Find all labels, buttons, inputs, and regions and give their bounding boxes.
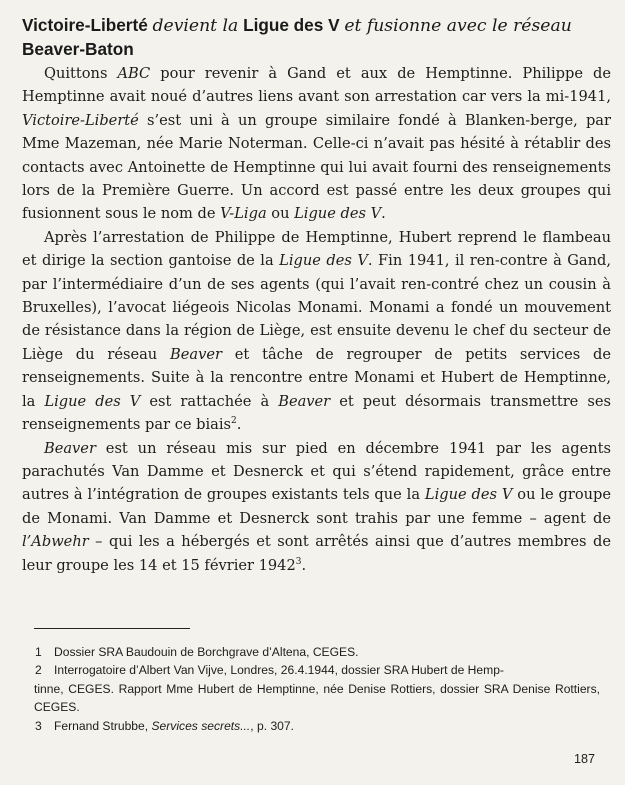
- footnote-number: 1: [35, 645, 42, 659]
- footnote-number: 2: [35, 663, 42, 678]
- section-heading: [22, 14, 612, 61]
- paragraph: [22, 226, 611, 437]
- text-run: Ligue des V: [44, 392, 141, 410]
- text-run: est un réseau mis sur pied en décembre 1941 par les agents parachutés Van Damme et Desnerck et qui s’étend rapidement, grâce entre autres à l’intégration de groupes existants tels que la: [22, 439, 611, 504]
- text-run: Après l’arrestation de Philippe de Hemptinne, Hubert reprend le flambeau et dirige la section gantoise de la: [22, 228, 611, 270]
- text-run: . Fin 1941, il ren-contre à Gand, par l’intermédiaire d’un de ses agents (qui l’avait ren-contré chez un cousin à Bruxelles), l’avocat liégeois Nicolas Monami. Monami a fondé un mouvement de résistance dans la région de Liège, est ensuite devenu le chef du secteur de Liège du réseau: [22, 252, 611, 363]
- text-run: Ligue des V: [424, 486, 513, 504]
- text-run: Victoire-Liberté: [22, 111, 139, 129]
- footnote: [34, 661, 600, 716]
- footnote-text: Services secrets...: [151, 718, 251, 733]
- text-run: ou le groupe de Monami. Van Damme et Desnerck sont trahis par une femme – agent de: [22, 486, 612, 527]
- text-run: l’Abwehr: [22, 533, 89, 551]
- text-run: .: [236, 416, 242, 434]
- heading-part: Ligue des V: [243, 15, 340, 35]
- text-run: et tâche de regrouper de petits services de renseignements. Suite à la rencontre entre Monami et Hubert de Hemptinne, la: [22, 345, 611, 410]
- footnote-ref[interactable]: 2: [231, 416, 237, 427]
- footnotes: [34, 643, 600, 735]
- text-run: Beaver: [44, 439, 96, 457]
- text-run: Beaver: [278, 392, 331, 410]
- footnote: [34, 643, 600, 661]
- text-run: s’est uni à un groupe similaire fondé à Blanken-berge, par Mme Mazeman, née Marie Noterman. Celle-ci n’avait pas hésité à rétablir des contacts avec Antoinette de Hemptinne qui lui avait fourni des renseignements lors de la Première Guerre. Un accord est passé entre les deux groupes qui fusionnent sous le nom de: [22, 111, 611, 223]
- text-run: Ligue des V: [279, 252, 368, 270]
- page-number: 187: [574, 752, 596, 766]
- text-run: et peut désormais transmettre ses renseignements par ce biais: [22, 392, 611, 434]
- text-run: ABC: [117, 65, 151, 82]
- heading-part: et fusionne avec le réseau: [344, 16, 572, 36]
- text-run: – qui les a hébergés et sont arrêtés ainsi que d’autres membres de leur groupe les 14 et 15 février 1942: [22, 533, 611, 574]
- footnote-text: Interrogatoire d’Albert Van Vijve, Londres, 26.4.1944, dossier SRA Hubert de Hemp-: [54, 663, 504, 678]
- footnote-divider: [34, 628, 190, 629]
- footnote: [34, 717, 600, 735]
- text-run: Beaver: [170, 345, 222, 363]
- text-run: Quittons: [44, 65, 118, 82]
- footnote-text: , p. 307.: [250, 718, 294, 733]
- heading-part: devient la: [152, 16, 239, 36]
- text-run: .: [301, 556, 307, 574]
- text-run: pour revenir à Gand et aux de Hemptinne. Philippe de Hemptinne avait noué d’autres liens avant son arrestation car vers la mi-1941,: [22, 65, 611, 106]
- heading-part: Beaver-Baton: [22, 39, 134, 59]
- text-run: V-Liga: [220, 205, 267, 223]
- footnote-text: Fernand Strubbe,: [54, 718, 152, 733]
- text-run: ou: [266, 205, 295, 223]
- footnote-number: 3: [35, 718, 42, 733]
- text-run: est rattachée à: [140, 392, 279, 410]
- footnote-text: tinne, CEGES. Rapport Mme Hubert de Hemptinne, née Denise Rottiers, dossier SRA Denise Rottiers, CEGES.: [34, 681, 600, 715]
- text-run: Ligue des V: [294, 205, 382, 223]
- paragraph: [22, 437, 611, 577]
- footnote-text: Dossier SRA Baudouin de Borchgrave d’Altena, CEGES.: [54, 645, 359, 659]
- paragraph: [22, 62, 611, 226]
- text-run: .: [381, 205, 386, 223]
- body-text: [22, 62, 611, 577]
- heading-part: Victoire-Liberté: [22, 15, 148, 35]
- footnote-ref[interactable]: 3: [295, 556, 302, 567]
